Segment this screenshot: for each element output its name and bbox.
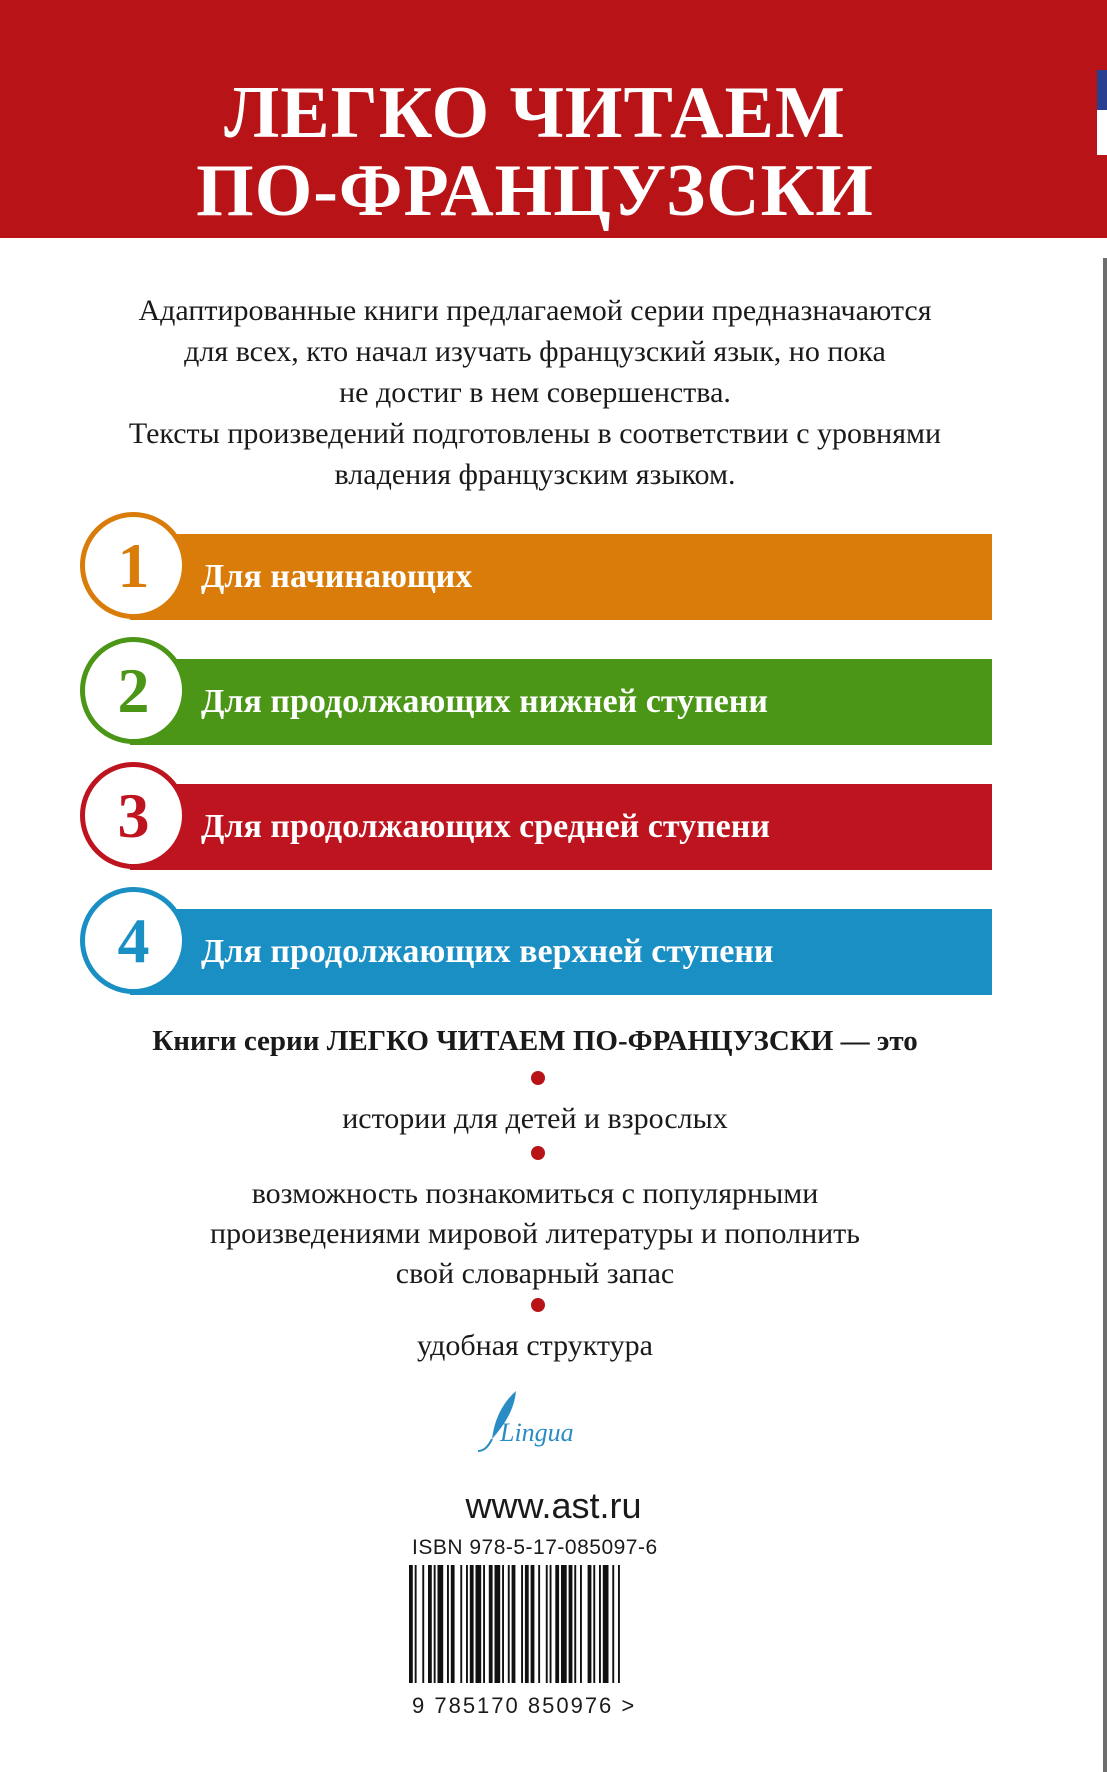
intro-line: не достиг в нем совершенства. (339, 376, 731, 409)
spine-edge (1103, 258, 1107, 1772)
intro-line: владения французским языком. (334, 458, 736, 491)
bullet-dot (531, 1298, 545, 1312)
barcode-bar (531, 1565, 535, 1683)
barcode-bar (508, 1565, 510, 1683)
barcode-bar (409, 1565, 413, 1683)
bullet-dot (531, 1146, 545, 1160)
barcode-bar (612, 1565, 614, 1683)
series-title-line-1: ЛЕГКО ЧИТАЕМ (224, 72, 846, 154)
logo-text: Lingua (500, 1418, 574, 1447)
level-1-row (80, 512, 992, 620)
barcode-bar (538, 1565, 540, 1683)
barcode-bar (603, 1565, 609, 1683)
level-1-badge: 1 (80, 512, 187, 619)
level-4-row (80, 887, 992, 995)
flag-stripe-blue (1097, 70, 1107, 110)
barcode-bar (618, 1565, 620, 1683)
barcode-bar (574, 1565, 576, 1683)
barcode-bar (593, 1565, 595, 1683)
feature-item-1 (40, 1099, 1030, 1139)
bullet-dot (531, 1071, 545, 1085)
feature-line: возможность познакомиться с популярными (251, 1177, 819, 1210)
level-3-row (80, 762, 992, 870)
barcode-bar (588, 1565, 592, 1683)
level-3-label: Для продолжающих средней ступени (201, 808, 770, 845)
barcode-bar (470, 1565, 474, 1683)
barcode-bar (546, 1565, 548, 1683)
intro-line: Тексты произведений подготовлены в соответствии с уровнями (128, 417, 942, 450)
barcode-bar (550, 1565, 552, 1683)
barcode-bar (447, 1565, 449, 1683)
barcode-bar (580, 1565, 582, 1683)
barcode-bar (495, 1565, 501, 1683)
level-4-label: Для продолжающих верхней ступени (201, 933, 774, 970)
barcode-bar (438, 1565, 444, 1683)
intro-line: Адаптированные книги предлагаемой серии предназначаются (138, 294, 932, 327)
isbn-number: ISBN 978-5-17-085097-6 (412, 1536, 658, 1559)
level-2-row (80, 637, 992, 745)
feature-line: удобная структура (417, 1329, 653, 1362)
series-statement: Книги серии ЛЕГКО ЧИТАЕМ ПО-ФРАНЦУЗСКИ — это (152, 1025, 918, 1057)
series-title-line-2: ПО-ФРАНЦУЗСКИ (196, 150, 874, 232)
level-2-badge: 2 (80, 637, 187, 744)
barcode-bar (489, 1565, 493, 1683)
header-banner (0, 0, 1107, 238)
barcode-bar (422, 1565, 424, 1683)
level-4-badge: 4 (80, 887, 187, 994)
feather-quill-icon (478, 1439, 492, 1451)
barcode-bar (483, 1565, 485, 1683)
flag-stripe-red (1097, 155, 1107, 238)
barcode-bar (525, 1565, 529, 1683)
intro-line: для всех, кто начал изучать французский язык, но пока (184, 335, 886, 368)
barcode-digits: 9 785170 850976 > (412, 1693, 637, 1718)
lingua-logo (470, 1385, 600, 1455)
barcode-bar (561, 1565, 567, 1683)
barcode-bar (512, 1565, 516, 1683)
feature-item-2 (40, 1174, 1030, 1294)
barcode-bar (451, 1565, 455, 1683)
feature-line: произведениями мировой литературы и пополнить (210, 1217, 860, 1250)
feature-line: свой словарный запас (395, 1257, 675, 1290)
flag-stripe-white (1097, 110, 1107, 155)
level-1-label: Для начинающих (201, 558, 473, 595)
barcode-bar (476, 1565, 482, 1683)
barcode-bar (599, 1565, 601, 1683)
barcode-bar (555, 1565, 559, 1683)
barcode-bar (415, 1565, 417, 1683)
level-3-badge: 3 (80, 762, 187, 869)
feature-item-3 (40, 1326, 1030, 1366)
barcode-bar (521, 1565, 523, 1683)
feature-line: истории для детей и взрослых (342, 1102, 728, 1135)
website-url: www.ast.ru (465, 1485, 642, 1526)
barcode-bar (466, 1565, 468, 1683)
intro-paragraph (40, 290, 1030, 495)
barcode (405, 1565, 671, 1690)
barcode-bar (502, 1565, 504, 1683)
barcode-bar (428, 1565, 432, 1683)
barcode-bar (569, 1565, 573, 1683)
barcode-bar (460, 1565, 462, 1683)
level-2-label: Для продолжающих нижней ступени (201, 683, 768, 720)
barcode-bar (434, 1565, 436, 1683)
